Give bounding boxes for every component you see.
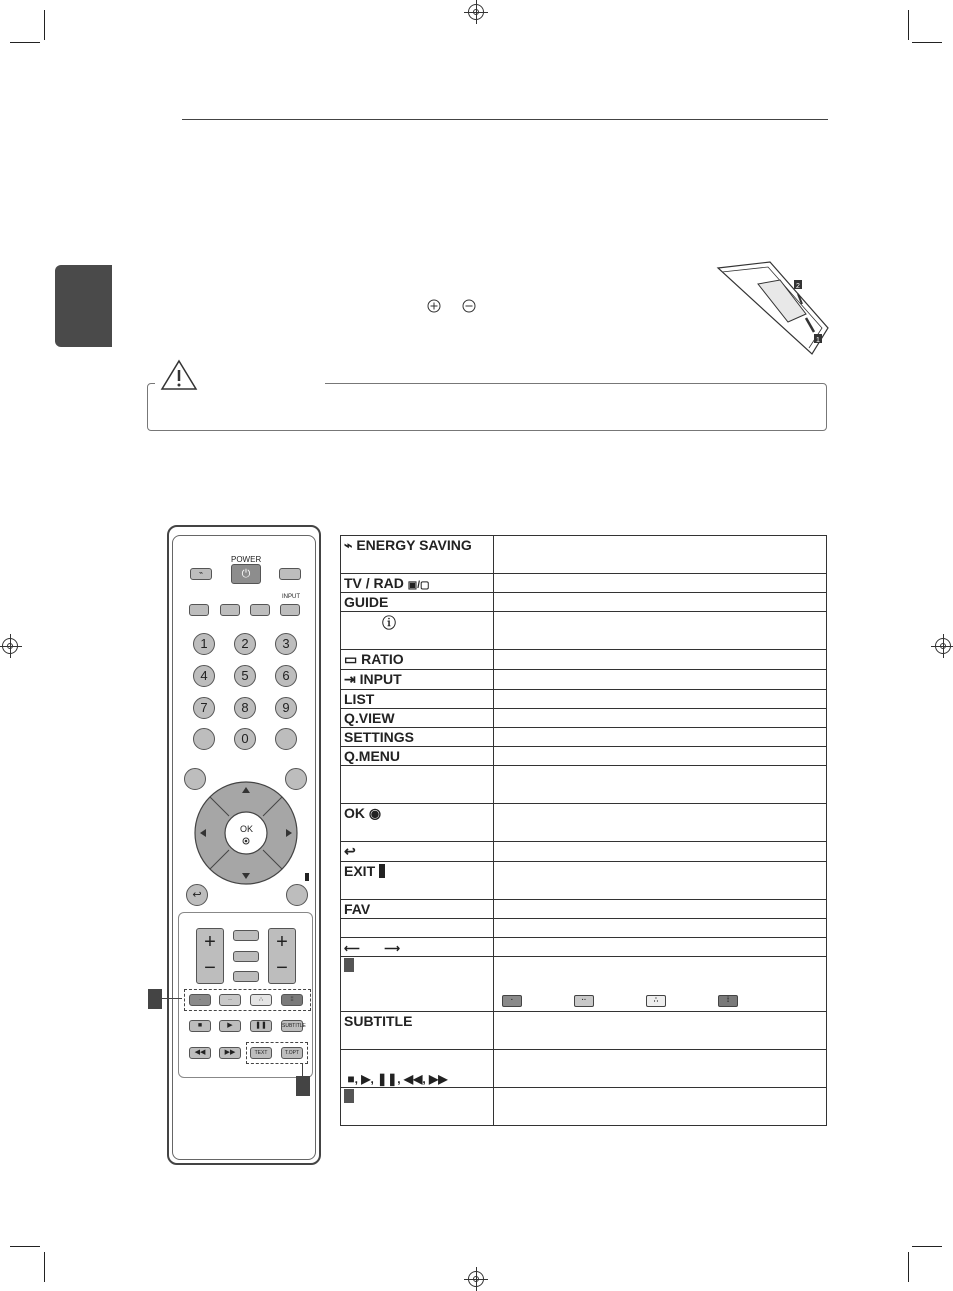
number-button-1[interactable]: 1 — [193, 633, 215, 655]
table-cell-description — [494, 1012, 827, 1050]
green-key-swatch: ·· — [574, 995, 594, 1007]
table-row — [341, 536, 827, 574]
crop-mark — [908, 10, 909, 40]
table-row — [341, 900, 827, 919]
crop-mark — [908, 1252, 909, 1282]
table-cell-description — [494, 766, 827, 804]
table-row — [341, 766, 827, 804]
table-cell-label — [341, 612, 494, 650]
q-view-button[interactable] — [275, 728, 297, 750]
table-cell-label: ▭ RATIO — [341, 650, 494, 670]
table-cell-description — [494, 728, 827, 747]
table-cell-description — [494, 900, 827, 919]
play-button[interactable]: ▶ — [219, 1020, 241, 1032]
list-button[interactable] — [193, 728, 215, 750]
table-row — [341, 862, 827, 900]
callout-line-1 — [162, 998, 182, 999]
program-rocker[interactable]: + − — [268, 928, 296, 984]
table-cell-description — [494, 574, 827, 593]
power-button[interactable]: ⏻ — [231, 564, 261, 584]
header-rule — [182, 119, 828, 120]
table-row — [341, 593, 827, 612]
table-cell-description — [494, 938, 827, 957]
number-button-2[interactable]: 2 — [234, 633, 256, 655]
number-button-3[interactable]: 3 — [275, 633, 297, 655]
number-button-5[interactable]: 5 — [234, 665, 256, 687]
table-cell-description — [494, 842, 827, 862]
table-cell-label: SUBTITLE — [341, 1012, 494, 1050]
leaf-icon: ⌁ — [344, 537, 357, 553]
callout-marker-1 — [148, 989, 162, 1009]
input-label: INPUT — [282, 594, 300, 600]
table-cell-label: LIST — [341, 690, 494, 709]
crop-mark — [912, 42, 942, 43]
table-row — [341, 919, 827, 938]
table-row — [341, 690, 827, 709]
chapter-tab — [55, 265, 112, 347]
table-row — [341, 728, 827, 747]
volume-rocker[interactable]: + − — [196, 928, 224, 984]
table-cell-description — [494, 670, 827, 690]
table-row — [341, 938, 827, 957]
table-row — [341, 1050, 827, 1088]
playback-icons: ■, ▶, ❚❚, ◀◀, ▶▶ — [344, 1072, 448, 1086]
stop-button[interactable]: ■ — [189, 1020, 211, 1032]
t-opt-button[interactable]: T.OPT — [281, 1047, 303, 1059]
ratio-icon: ▭ — [344, 651, 362, 667]
tv-rad-button[interactable] — [279, 568, 301, 580]
registration-mark-icon — [468, 1271, 484, 1287]
number-button-0[interactable]: 0 — [234, 728, 256, 750]
crop-mark — [44, 1252, 45, 1282]
table-row — [341, 747, 827, 766]
yellow-key-swatch: ∴ — [646, 995, 666, 1007]
fav-button[interactable] — [233, 930, 259, 941]
table-cell-label — [341, 938, 494, 957]
number-button-9[interactable]: 9 — [275, 697, 297, 719]
table-cell-description — [494, 862, 827, 900]
table-row — [341, 612, 827, 650]
energy-saving-button[interactable]: ⌁ — [190, 568, 212, 580]
blue-key-button[interactable]: ⁞⁞ — [281, 994, 303, 1006]
number-button-7[interactable]: 7 — [193, 697, 215, 719]
table-cell-description — [494, 1050, 827, 1088]
table-cell-description — [494, 709, 827, 728]
table-row — [341, 1088, 827, 1126]
table-cell-label — [341, 842, 494, 862]
power-label: POWER — [231, 555, 262, 564]
table-cell-label: EXIT — [341, 862, 494, 900]
ratio-button[interactable] — [250, 604, 270, 616]
exit-icon — [379, 864, 385, 878]
exit-button[interactable] — [286, 884, 308, 906]
color-key-icon — [344, 958, 354, 972]
mute-button[interactable] — [233, 971, 259, 982]
table-cell-description — [494, 747, 827, 766]
minus-icon — [462, 299, 476, 313]
table-cell-description — [494, 690, 827, 709]
svg-text:1: 1 — [816, 337, 820, 344]
table-cell-description — [494, 593, 827, 612]
pause-button[interactable]: ❚❚ — [250, 1020, 272, 1032]
arrows-icon: ⟵ ⟶ — [344, 943, 400, 955]
fast-forward-button[interactable]: ▶▶ — [219, 1047, 241, 1059]
tv-radio-icon: ▣/▢ — [407, 580, 430, 591]
registration-mark-icon — [468, 4, 484, 20]
table-row — [341, 957, 827, 1012]
table-row — [341, 574, 827, 593]
crop-mark — [10, 42, 40, 43]
table-cell-label — [341, 766, 494, 804]
av-mode-icon: ⓘ — [382, 615, 396, 631]
function-table — [340, 535, 827, 1126]
callout-marker-2 — [296, 1076, 310, 1096]
number-button-6[interactable]: 6 — [275, 665, 297, 687]
red-key-swatch: · — [502, 995, 522, 1007]
caution-box — [147, 383, 827, 431]
table-cell-label: OK ◉ — [341, 804, 494, 842]
number-button-4[interactable]: 4 — [193, 665, 215, 687]
subtitle-button[interactable]: SUBTITLE — [281, 1020, 303, 1032]
number-button-8[interactable]: 8 — [234, 697, 256, 719]
warning-icon — [160, 359, 198, 391]
av-mode-button[interactable] — [220, 604, 240, 616]
crop-mark — [912, 1246, 942, 1247]
table-row — [341, 709, 827, 728]
table-cell-label — [341, 957, 494, 1012]
table-cell-description — [494, 536, 827, 574]
back-button[interactable]: ↩ — [186, 884, 208, 906]
ok-label: OK — [240, 824, 254, 834]
table-cell-description — [494, 919, 827, 938]
table-cell-label: TV / RAD ▣/▢ — [341, 574, 494, 593]
table-cell-description — [494, 650, 827, 670]
table-cell-description — [494, 804, 827, 842]
teletext-key-icon — [344, 1089, 354, 1103]
table-cell-description — [494, 1088, 827, 1126]
table-cell-label: ⌁ ENERGY SAVING — [341, 536, 494, 574]
table-cell-label: SETTINGS — [341, 728, 494, 747]
av-button[interactable] — [233, 951, 259, 962]
input-button[interactable] — [280, 604, 300, 616]
table-cell-label: Q.VIEW — [341, 709, 494, 728]
registration-mark-icon — [935, 638, 951, 654]
table-cell-description — [494, 612, 827, 650]
yellow-key-button[interactable]: ∴ — [250, 994, 272, 1006]
table-cell-label: FAV — [341, 900, 494, 919]
crop-mark — [44, 10, 45, 40]
crop-mark — [10, 1246, 40, 1247]
remote-battery-illustration — [710, 258, 834, 358]
table-cell-label — [341, 919, 494, 938]
table-cell-label: ⇥ INPUT — [341, 670, 494, 690]
plus-icon — [427, 299, 441, 313]
input-icon: ⇥ — [344, 671, 360, 687]
blue-key-swatch: ⁞ — [718, 995, 738, 1007]
text-button[interactable]: TEXT — [250, 1047, 272, 1059]
rewind-button[interactable]: ◀◀ — [189, 1047, 211, 1059]
guide-button[interactable] — [189, 604, 209, 616]
table-cell-label — [341, 1088, 494, 1126]
table-cell-label — [341, 1050, 494, 1088]
table-row — [341, 670, 827, 690]
ok-dot-icon: ◉ — [368, 805, 382, 821]
red-key-button[interactable]: · — [189, 994, 211, 1006]
table-cell-description — [494, 957, 827, 1012]
table-row — [341, 1012, 827, 1050]
table-row — [341, 650, 827, 670]
table-row — [341, 842, 827, 862]
table-cell-label: Q.MENU — [341, 747, 494, 766]
table-cell-label: GUIDE — [341, 593, 494, 612]
green-key-button[interactable]: ·· — [219, 994, 241, 1006]
svg-text:2: 2 — [796, 283, 800, 290]
registration-mark-icon — [2, 638, 18, 654]
back-icon: ↩ — [344, 843, 356, 859]
table-row — [341, 804, 827, 842]
exit-marker — [305, 873, 309, 881]
